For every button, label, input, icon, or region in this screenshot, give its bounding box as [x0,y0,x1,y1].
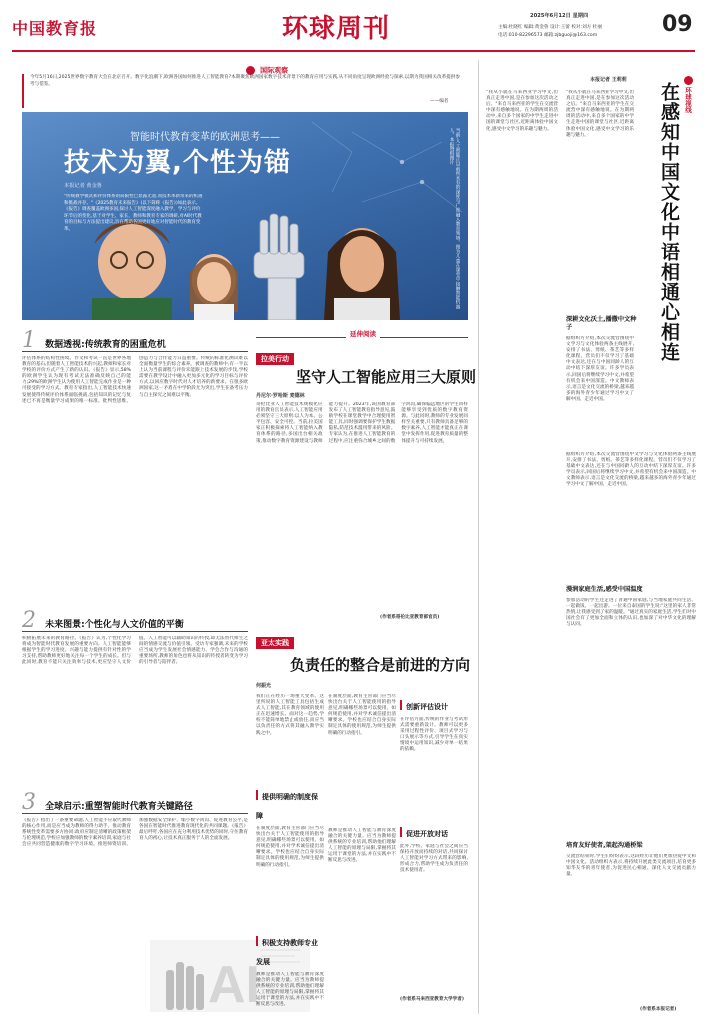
section-1-number: 1 [22,328,36,353]
asia-text-b: 在制度层面,教育主管部门应当尽快出台关于人工智能使用的指导意见,明确哪些场景可以使用、如何规范使用,并对学术诚信提出清晰要求。学校也应结合自身实际制定具体的使用规范,为师生提供明确的行动指引。 [256,826,324,868]
latam-byline: 丹尼尔·罗哈斯 麦德林 [256,393,305,399]
asia-col-c [400,694,468,1014]
section-title: 环球周刊 [282,14,391,44]
contact-line: 电话:010-82296573 邮箱:zjbguoji@163.com [498,33,598,38]
editor-line: 主编:杜晓红 编辑:黄金鲁 设计:王蕾 校对:刘方 杜丽 [498,25,602,30]
right-vertical-tag-label: 环球视线 [684,87,692,113]
hero-kicker: 智能时代教育变革的欧洲思考—— [130,132,280,143]
hero-caption: 当前,人工智能正以前所未有的深度与广度融入教育领域。图为儿童在课堂中接触智能机器人。本报资料图片 [449,128,460,309]
intro-badge-label: 国际观察 [260,66,289,75]
asia-headline: 负责任的整合是前进的方向 [290,656,471,674]
asia-byline: 何振光 [256,683,272,689]
asia-text-e: 此外,学校、家庭与社会之间应当保持开放而持续的对话,共同探讨人工智能对学习方式带来的影响,形成合力,帮助学生成为负责任的技术使用者。 [400,844,468,874]
asia-text-c-cont: 教师是推动人工智能与教育深度融合的关键力量。应当为教师提供系统的专业培训,帮助他们理解人工智能的原理与局限,掌握将其运用于课堂的方法,并在实践中不断反思与改进。 [328,828,396,864]
asia-col-b [328,694,396,1014]
hero-headline: 技术为翼,个性为锚 [64,148,291,178]
extended-reading-header [256,330,468,338]
latam-text: 哥伦比亚人工智能技术规模化应用的教育官员表示,人工智能应用必须坚守三大原则:以人为本、公平包容、安全可控。当前,拉美国家正积极探索将人工智能纳入教育体系的路径,多国出台相关政策,推动数字教育资源建设与教师能力提升。2023年,该国教育部发布了人工智能教育指导意见,鼓励学校在课堂教学中合理使用智能工具,同时强调要保护学生数据隐私,防范技术滥用带来的风险。专家认为,在推进人工智能教育的过程中,应注重弥合城乡之间的数字鸿沟,确保偏远地区的学生同样能够享受到优质的数字教育资源。与此同时,教师的专业发展同样至关重要,只有教师具备足够的数字素养,人工智能才能真正在课堂中发挥作用,促进教育质量的整体提升与可持续发展。 [256,402,468,444]
latam-credit: (作者系哥伦比亚教育部官员) [380,615,440,620]
section-2 [22,610,248,788]
hero-summary: "传统教学模式和评价体系的局限性已显露无遗,而技术革新带来的机遇和挑战并存。"《2025教育未来报告》(以下简称《报告》)如此表示。《报告》调查覆盖欧洲多国,探讨人工智能深度融入教学、学习与评价环节后的变化,基于对学生、家长、教师和教育专家的调研,对AI时代教育的目标与方法提出建议,旨在帮助各国更好地应对智能时代的教育变革。 [64,194,203,232]
asia-subhead-4-label: 促进开放对话 [406,830,448,838]
right-intro: "我从小就在马来西亚学习中文,但真正走进中国,是在参加这次活动之后。"来自马来西亚的学生在交流营中深有感触地说。在为期两周的活动中,来自多个国家的中学生走进中国的课堂与社区,近距离体验中国文化,感受中文学习的乐趣与魅力。 [566,90,634,138]
section-1-title: 数据透视:传统教育的困重危机 [45,340,166,350]
newspaper-logo: 中国教育报 [12,19,98,38]
section-3-title: 全球启示:重塑智能时代教育关键路径 [45,802,193,812]
right-subhead-2: 漫润家庭生活,感受中国温度 [566,586,643,593]
hero-byline: 本报记者 黄金鲁 [64,183,102,189]
asia-subhead-1-label: 提供明确的制度保障 [256,793,318,820]
asia-subhead-2-label: 创新评估设计 [406,703,448,711]
hero-image [22,112,468,320]
asia-tag [256,630,294,649]
section-2-header [22,610,248,632]
right-divider [478,60,479,1014]
section-2-number: 2 [22,608,36,633]
asia-text-d: 在评估方面,传统的作业与考试形式需要重新设计。教师可以更多采用过程性评价、项目式学习与口头展示等方式,引导学生在真实情境中运用知识,减少对单一结果的依赖。 [400,717,468,753]
asia-tag-label: 亚太实践 [256,637,294,649]
right-subhead-1: 深耕文化沃土,播撒中文种子 [566,316,637,331]
intro-box [22,74,460,108]
right-byline: 本报记者 王莉莉 [590,77,627,83]
asia-subhead-3 [256,930,324,968]
asia-subhead-2 [400,694,468,713]
intro-signature: ——编者 [430,99,449,104]
asia-subhead-3-label: 积极支持教师专业发展 [256,939,318,966]
right-narrow-column: "我从小就在马来西亚学习中文,但真正走进中国,是在参加这次活动之后。"来自马来西亚的学生在交流营中深有感触地说。在为期两周的活动中,来自多个国家的中学生走进中国的课堂与社区,近距离体验中国文化,感受中文学习的乐趣与魅力。 [486,90,558,132]
section-3-text: 《报告》指出了一条重要命题,人工智能不应取代教师的核心作用,而是应当成为教师的得力助手。推动教育系统性变革需要多方协同:政府应制定清晰的政策框架与伦理规范,学校应加强教师的数字素养培训,家庭与社会应共同营造健康的数字学习环境。推进师资培训、加强数据安全保护、缩小数字鸿沟、促进教育公平,是各国在智能时代推进教育现代化的共同课题。《报告》最后呼吁,各国应在充分利用技术优势的同时,守住教育育人的初心,让技术真正服务于人的全面发展。 [22,818,248,848]
masthead-rule [12,50,695,52]
right-credit: (作者系本报记者) [640,1007,677,1012]
asia-credit: (作者系马来西亚教育大学学者) [400,997,464,1002]
latam-tag [256,346,294,365]
asia-subhead-4 [400,821,468,840]
asia-text-b-cont: 在制度层面,教育主管部门应当尽快出台关于人工智能使用的指导意见,明确哪些场景可以使用、如何规范使用,并对学术诚信提出清晰要求。学校也应结合自身实际制定具体的使用规范,为师生提供明确的行动指引。 [328,694,396,736]
latam-tag-label: 拉美行动 [256,353,294,365]
right-text-2: 参加活动的学生还走进了普通中国家庭,与当地家庭共同生活、一起做饭、一起出游。一位来自泰国的学生说:"这里的家人非常热情,让我感受到了家的温暖。"通过真实的家庭生活,学生们对中国社会有了更加全面和立体的认识,也加深了对中华文化的理解与认同。 [566,598,696,628]
section-3-number: 3 [22,790,36,815]
svg-text:AI: AI [208,956,260,1012]
date-line: 2025年6月12日 星期四 [530,13,589,19]
right-text-3: 交流营结束时,学生们纷纷表示,这段经历让他们更加热爱中文和中国文化。活动组织方表示,将持续开展此类交流项目,培育更多知华友华的青年使者,为促进民心相通、深化人文交流贡献力量。 [566,854,696,878]
right-headline: 在感知中国文化中语相通心相连 [658,82,680,362]
section-1-header [22,330,248,352]
section-2-text: 积极拓展未来的教育路径。《报告》认为,个性化学习将成为智能时代教育发展的重要方向。人工智能能够根据学生的学习进度、兴趣与能力提供有针对性的学习支持,帮助教师更好地关注每一个学生的成长。但与此同时,教育不能只关注效率与技术,更应坚守人文价值。人工智能可以辅助知识的传授,却无法替代师生之间的情感交流与价值引领。受访专家强调,未来的学校应当成为学生发展社会情感能力、学会合作与沟通的重要场所,教师的角色也将从知识的传授者转变为学习的引导者与陪伴者。 [22,636,248,666]
section-3-header [22,792,248,814]
asia-text-c: 教师是推动人工智能与教育深度融合的关键力量。应当为教师提供系统的专业培训,帮助他们理解人工智能的原理与局限,掌握将其运用于课堂的方法,并在实践中不断反思与改进。 [256,972,324,1008]
right-vertical-tag [684,76,696,136]
right-text-1-wide: 据组织方介绍,本次交流营围绕中文学习与文化体验两条主线展开,安排了书法、剪纸、茶艺等多样化课程。营员们不仅学习了基础中文表达,还在与中国同龄人的互动中结下深厚友谊。许多学员表示,回国后将继续学习中文,并希望有机会来中国深造。中文教师表示,语言是文化交流的桥梁,越来越多的海外青少年通过学习中文了解中国、走近中国。 [566,452,696,488]
section-1-text: 评估体系的结构性困境。作文和考试一直是世界各地教育的基石,但随着人工智能技术的兴起,教师和家长对学校的评价方式产生了新的认识。《报告》显示,58%的欧洲学生认为现有考试无法准确反映自己的能力;29%的欧洲学生认为使用人工智能完成作业是一种可接受的学习方式。教育专家指出,人工智能技术快速发展使得传统评价体系面临挑战,包括知识的记忆与复述已不再是衡量学习成果的唯一标准。批判性思维、创造力与合作能力日益重要。传统的标准化测试难以全面衡量学生的综合素养。被调查的教师中,有一半以上认为当前课程与评价未能跟上技术发展的步伐,学校需要在教学设计中融入更加多元化的学习目标与评价方式,以回应数字时代对人才培养的新要求。在很多欧洲国家,这一矛盾在中学阶段尤为突出,学生在备考压力与自主探究之间难以平衡。 [22,356,248,404]
right-text-1: 据组织方介绍,本次交流营围绕中文学习与文化体验两条主线展开,安排了书法、剪纸、茶艺等多样化课程。营员们不仅学习了基础中文表达,还在与中国同龄人的互动中结下深厚友谊。许多学员表示,回国后将继续学习中文,并希望有机会来中国深造。中文教师表示,语言是文化交流的桥梁,越来越多的海外青少年通过学习中文了解中国、走近中国。 [566,336,634,402]
latam-headline: 坚守人工智能应用三大原则 [296,368,477,386]
right-subhead-3: 培育友好使者,架起沟通桥梁 [566,842,643,849]
masthead [0,0,707,52]
extended-reading-label: 延伸阅读 [346,329,380,338]
intro-text: 今年5月16日,2025世界数字教育大会在北京召开。数字化浪潮下,欧洲各国如何推进人工智能教育?本期聚焦欧洲国家数字技术背景下的教育应用与实践,从不同角度呈现欧洲经验与探索,以期为我国相关改革提供参考与借鉴。 [30,75,460,87]
page-number: 09 [662,12,693,37]
section-2-title: 未来图景:个性化与人文价值的平衡 [45,620,184,630]
asia-subhead-1 [256,784,324,822]
asia-text-a: 我们正在经历一场重大变革。这里所说的人工智能工具包括生成式人工智能,其在教育领域的使用正在迅速增长。面对这一趋势,学校不能简单地禁止或放任,而应当以负责任的方式将其融入教学实践之中。 [256,694,324,736]
section-1 [22,330,248,606]
asia-col-a [256,694,324,1014]
